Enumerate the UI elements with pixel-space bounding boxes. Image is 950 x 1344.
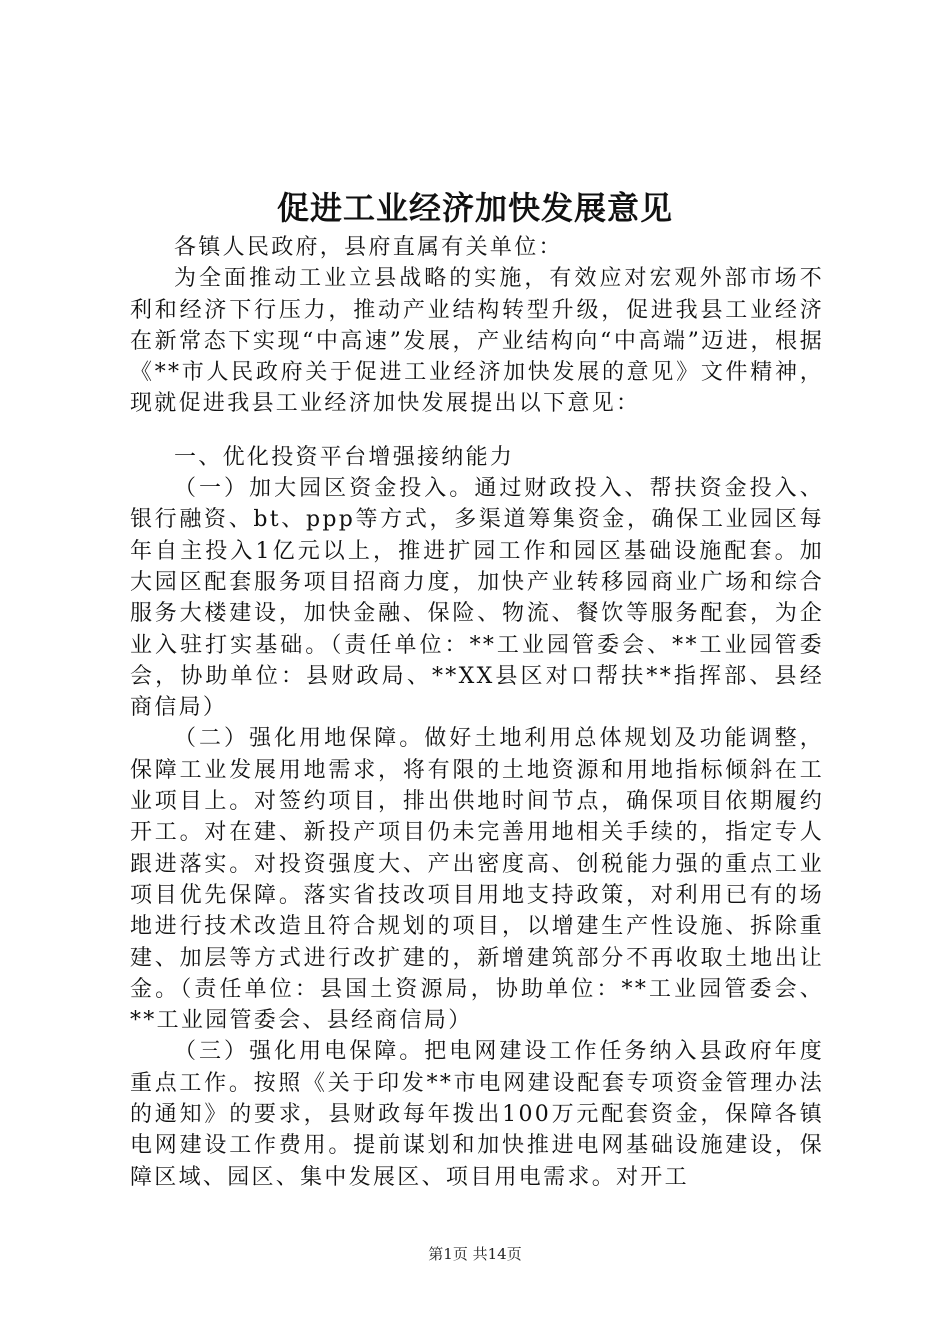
intro-paragraph: 为全面推动工业立县战略的实施，有效应对宏观外部市场不利和经济下行压力，推动产业结构转型升级，促进我县工业经济在新常态下实现“中高速”发展，产业结构向“中高端”迈进，根据《**市人民政府关于促进工业经济加快发展的意见》文件精神，现就促进我县工业经济加快发展提出以下意见： bbox=[130, 266, 824, 417]
section-heading: 一、优化投资平台增强接纳能力 bbox=[174, 444, 515, 470]
document-body bbox=[130, 232, 824, 1193]
page-number-footer: 第1页 共14页 bbox=[428, 1245, 522, 1263]
document-title: 促进工业经济加快发展意见 bbox=[276, 189, 673, 227]
paragraph-2: （二）强化用地保障。做好土地利用总体规划及功能调整，保障工业发展用地需求，将有限的土地资源和用地指标倾斜在工业项目上。对签约项目，排出供地时间节点，确保项目依期履约开工。对在建、新投产项目仍未完善用地相关手续的，指定专人跟进落实。对投资强度大、产出密度高、创税能力强的重点工业项目优先保障。落实省技改项目用地支持政策，对利用已有的场地进行技术改造且符合规划的项目，以增建生产性设施、拆除重建、加层等方式进行改扩建的，新增建筑部分不再收取土地出让金。（责任单位：县国土资源局，协助单位：**工业园管委会、**工业园管委会、县经商信局） bbox=[130, 726, 824, 1034]
salutation: 各镇人民政府，县府直属有关单位： bbox=[174, 235, 563, 260]
paragraph-1: （一）加大园区资金投入。通过财政投入、帮扶资金投入、银行融资、bt、ppp等方式，多渠道筹集资金，确保工业园区每年自主投入1亿元以上，推进扩园工作和园区基础设施配套。加大园区配套服务项目招商力度，加快产业转移园商业广场和综合服务大楼建设，加快金融、保险、物流、餐饮等服务配套，为企业入驻打实基础。（责任单位：**工业园管委会、**工业园管委会，协助单位：县财政局、**XX县区对口帮扶**指挥部、县经商信局） bbox=[130, 476, 824, 721]
paragraph-3: （三）强化用电保障。把电网建设工作任务纳入县政府年度重点工作。按照《关于印发**市电网建设配套专项资金管理办法的通知》的要求，县财政每年拨出100万元配套资金，保障各镇电网建设工作费用。提前谋划和加快推进电网基础设施建设，保障区域、园区、集中发展区、项目用电需求。对开工 bbox=[130, 1039, 824, 1190]
